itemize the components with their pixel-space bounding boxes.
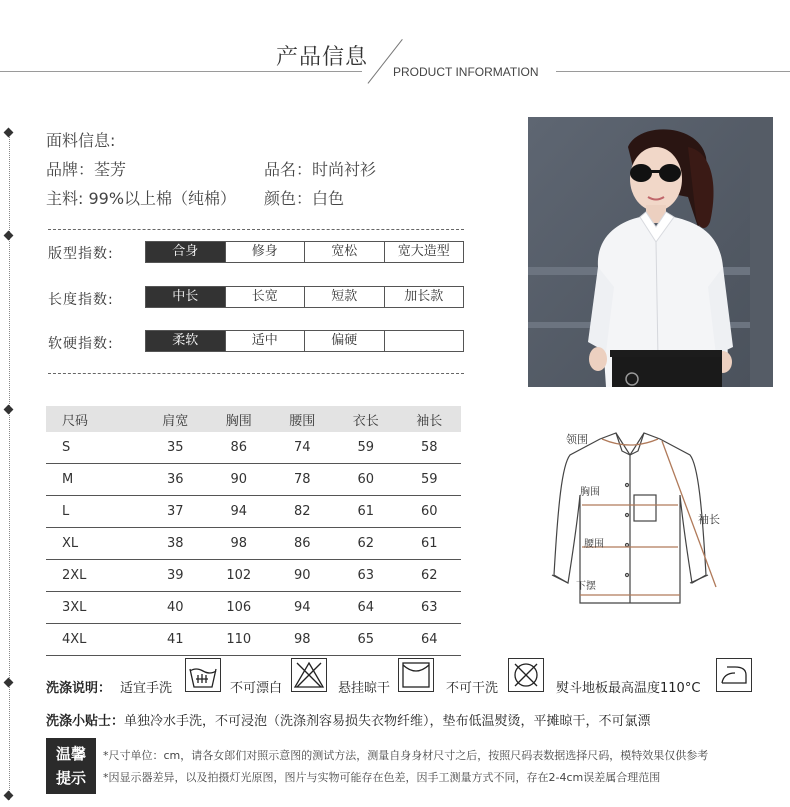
material-text: 主料: 99%以上棉（纯棉） bbox=[46, 189, 237, 208]
softness-option bbox=[385, 331, 464, 351]
table-cell: 86 bbox=[207, 432, 271, 464]
table-cell: 102 bbox=[207, 560, 271, 592]
length-option: 短款 bbox=[305, 287, 385, 307]
notice-line-1: *尺寸单位：cm，请各女郎们对照示意图的测试方法，测量自身身材尺寸之后，按照尺码表数据选择尺码，模特效果仅供参考 bbox=[103, 749, 709, 762]
softness-option: 适中 bbox=[226, 331, 306, 351]
column-header: 袖长 bbox=[397, 406, 461, 432]
table-cell: 35 bbox=[143, 432, 207, 464]
softness-index-scale bbox=[145, 330, 464, 352]
table-cell: 58 bbox=[397, 432, 461, 464]
product-name-text: 品名：时尚衬衫 bbox=[264, 160, 377, 179]
washing-tips-label: 洗涤小贴士： bbox=[46, 714, 125, 729]
bullet-diamond bbox=[4, 231, 14, 241]
table-row bbox=[46, 464, 461, 496]
table-cell: 106 bbox=[207, 592, 271, 624]
table-cell: 64 bbox=[334, 592, 398, 624]
hand-wash-text: 适宜手洗 bbox=[120, 681, 173, 696]
table-cell: 98 bbox=[270, 624, 334, 656]
table-cell: 4XL bbox=[46, 624, 143, 656]
table-cell: M bbox=[46, 464, 143, 496]
no-bleach-text: 不可漂白 bbox=[230, 681, 283, 696]
no-dry-clean-icon bbox=[508, 658, 544, 692]
table-cell: 86 bbox=[270, 528, 334, 560]
notice-badge bbox=[46, 738, 96, 794]
length-index-label: 长度指数: bbox=[48, 292, 114, 308]
waist-label: 腰围 bbox=[584, 539, 604, 550]
table-cell: 39 bbox=[143, 560, 207, 592]
section-subtitle: PRODUCT INFORMATION bbox=[393, 65, 539, 79]
bullet-diamond bbox=[4, 678, 14, 688]
table-cell: 60 bbox=[334, 464, 398, 496]
table-cell: 59 bbox=[397, 464, 461, 496]
table-cell: 94 bbox=[207, 496, 271, 528]
fit-index-label: 版型指数: bbox=[48, 246, 114, 262]
table-cell: 74 bbox=[270, 432, 334, 464]
table-cell: 62 bbox=[397, 560, 461, 592]
fit-option: 宽松 bbox=[305, 242, 385, 262]
iron-temp-text: 熨斗地板最高温度110°C bbox=[556, 681, 701, 696]
divider-dashed bbox=[48, 229, 464, 230]
column-header: 衣长 bbox=[334, 406, 398, 432]
table-cell: 82 bbox=[270, 496, 334, 528]
size-table-header bbox=[46, 406, 461, 432]
fit-option: 修身 bbox=[226, 242, 306, 262]
table-cell: 37 bbox=[143, 496, 207, 528]
table-cell: 110 bbox=[207, 624, 271, 656]
washing-label-text: 洗涤说明： bbox=[46, 681, 112, 696]
table-cell: 61 bbox=[397, 528, 461, 560]
table-cell: 62 bbox=[334, 528, 398, 560]
chest-label: 胸围 bbox=[580, 487, 600, 498]
table-cell: 40 bbox=[143, 592, 207, 624]
table-cell: 60 bbox=[397, 496, 461, 528]
size-table bbox=[46, 406, 461, 656]
column-header: 肩宽 bbox=[143, 406, 207, 432]
table-row bbox=[46, 528, 461, 560]
model-photo bbox=[528, 117, 773, 387]
table-row bbox=[46, 432, 461, 464]
divider-dashed bbox=[48, 373, 464, 374]
hang-dry-icon bbox=[398, 658, 434, 692]
hang-dry-text: 悬挂晾干 bbox=[338, 681, 391, 696]
table-cell: 3XL bbox=[46, 592, 143, 624]
no-bleach-icon bbox=[291, 658, 327, 692]
brand-text: 品牌：荃芳 bbox=[46, 160, 127, 179]
table-cell: 63 bbox=[334, 560, 398, 592]
bullet-diamond bbox=[4, 405, 14, 415]
column-header: 尺码 bbox=[46, 406, 143, 432]
table-cell: S bbox=[46, 432, 143, 464]
table-cell: 59 bbox=[334, 432, 398, 464]
table-cell: 38 bbox=[143, 528, 207, 560]
softness-option: 偏硬 bbox=[305, 331, 385, 351]
table-row bbox=[46, 496, 461, 528]
softness-option: 柔软 bbox=[146, 331, 226, 351]
hand-wash-icon bbox=[185, 658, 221, 692]
washing-label bbox=[46, 677, 111, 696]
length-option: 加长款 bbox=[404, 289, 444, 304]
table-cell: 41 bbox=[143, 624, 207, 656]
table-cell: 64 bbox=[397, 624, 461, 656]
measurement-diagram bbox=[530, 425, 730, 615]
table-cell: 2XL bbox=[46, 560, 143, 592]
column-header: 胸围 bbox=[207, 406, 271, 432]
hem-label: 下摆 bbox=[576, 581, 596, 592]
fit-option: 合身 bbox=[146, 242, 226, 262]
fit-index-scale bbox=[145, 241, 464, 263]
table-cell: 61 bbox=[334, 496, 398, 528]
table-cell: 36 bbox=[143, 464, 207, 496]
length-option: 长宽 bbox=[226, 287, 306, 307]
column-header: 腰围 bbox=[270, 406, 334, 432]
notice-line-2: *因显示器差异，以及拍摄灯光原图，图片与实物可能存在色差，因手工测量方式不同，存在2-4cm误差属合理范围 bbox=[103, 771, 661, 784]
washing-tips-text: 单独冷水手洗，不可浸泡（洗涤剂容易损失衣物纤维），垫布低温熨烫，平摊晾干，不可氯漂 bbox=[124, 714, 651, 729]
table-row bbox=[46, 560, 461, 592]
fit-option: 宽大造型 bbox=[397, 244, 450, 259]
table-cell: 63 bbox=[397, 592, 461, 624]
fabric-info-label: 面料信息: bbox=[46, 131, 116, 150]
sleeve-label: 袖长 bbox=[698, 513, 720, 526]
length-index-scale bbox=[145, 286, 464, 308]
no-dry-clean-text: 不可干洗 bbox=[446, 681, 499, 696]
table-cell: 90 bbox=[207, 464, 271, 496]
length-option: 中长 bbox=[146, 287, 226, 307]
table-cell: 98 bbox=[207, 528, 271, 560]
bullet-diamond bbox=[4, 128, 14, 138]
table-cell: 78 bbox=[270, 464, 334, 496]
iron-icon bbox=[716, 658, 752, 692]
collar-label: 领围 bbox=[566, 433, 588, 446]
table-cell: XL bbox=[46, 528, 143, 560]
table-cell: L bbox=[46, 496, 143, 528]
table-cell: 65 bbox=[334, 624, 398, 656]
washing-tips bbox=[46, 710, 651, 729]
notice-badge-line2: 提示 bbox=[55, 769, 86, 787]
table-row bbox=[46, 624, 461, 656]
notice-badge-line1: 温馨 bbox=[55, 745, 86, 763]
table-cell: 94 bbox=[270, 592, 334, 624]
bullet-diamond bbox=[4, 791, 14, 801]
softness-index-label: 软硬指数: bbox=[48, 336, 114, 352]
table-row bbox=[46, 592, 461, 624]
header-line-right bbox=[556, 71, 790, 72]
table-cell: 90 bbox=[270, 560, 334, 592]
section-title: 产品信息 bbox=[276, 45, 369, 70]
header-line-left bbox=[0, 71, 362, 72]
color-text: 颜色：白色 bbox=[264, 189, 345, 208]
